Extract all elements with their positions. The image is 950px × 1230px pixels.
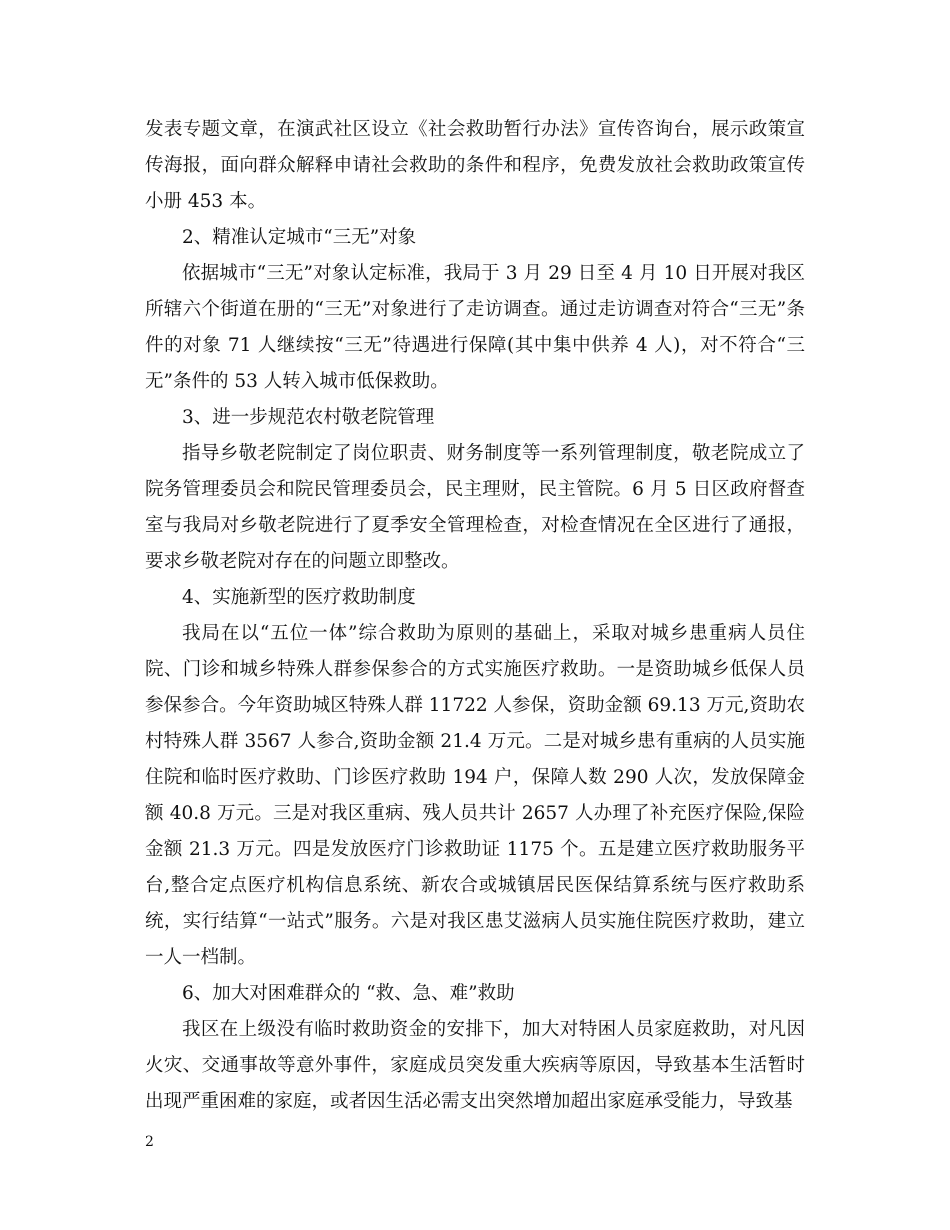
section-heading-6: 6、加大对困难群众的 “救、急、难”救助	[182, 983, 515, 1004]
section-heading-2: 2、精准认定城市“三无”对象	[182, 227, 417, 248]
page-number: 2	[145, 1134, 154, 1150]
paragraph-section-2: 依据城市“三无”对象认定标准，我局于 3 月 29 日至 4 月 10 日开展对我区所辖六个街道在册的“三无”对象进行了走访调查。通过走访调查对符合“三无”条件的对象 71 人继续按“三无”待遇进行保障(其中集中供养 4 人)，对不符合“三无”条件的 53 人转入城市低保救助。	[145, 263, 805, 392]
document-body	[145, 112, 805, 1120]
section-heading-4: 4、实施新型的医疗救助制度	[182, 587, 416, 608]
paragraph-intro: 发表专题文章，在演武社区设立《社会救助暂行办法》宣传咨询台，展示政策宣传海报，面向群众解释申请社会救助的条件和程序，免费发放社会救助政策宣传小册 453 本。	[145, 119, 805, 212]
paragraph-section-3: 指导乡敬老院制定了岗位职责、财务制度等一系列管理制度，敬老院成立了院务管理委员会和院民管理委员会，民主理财，民主管院。6 月 5 日区政府督查室与我局对乡敬老院进行了夏季安全管理检查，对检查情况在全区进行了通报，要求乡敬老院对存在的问题立即整改。	[145, 443, 805, 572]
section-heading-3: 3、进一步规范农村敬老院管理	[182, 407, 435, 428]
paragraph-section-6: 我区在上级没有临时救助资金的安排下，加大对特困人员家庭救助，对凡因火灾、交通事故等意外事件，家庭成员突发重大疾病等原因，导致基本生活暂时出现严重困难的家庭，或者因生活必需支出突然增加超出家庭承受能力，导致基	[145, 1019, 805, 1112]
paragraph-section-4: 我局在以“五位一体”综合救助为原则的基础上，采取对城乡患重病人员住院、门诊和城乡特殊人群参保参合的方式实施医疗救助。一是资助城乡低保人员参保参合。今年资助城区特殊人群 11722 人参保，资助金额 69.13 万元,资助农村特殊人群 3567 人参合,资助金额 21.4 万元。二是对城乡患有重病的人员实施住院和临时医疗救助、门诊医疗救助 194 户，保障人数 290 人次，发放保障金额 40.8 万元。三是对我区重病、残人员共计 2657 人办理了补充医疗保险,保险金额 21.3 万元。四是发放医疗门诊救助证 1175 个。五是建立医疗救助服务平台,整合定点医疗机构信息系统、新农合或城镇居民医保结算系统与医疗救助系统，实行结算“一站式”服务。六是对我区患艾滋病人员实施住院医疗救助，建立一人一档制。	[145, 623, 805, 968]
